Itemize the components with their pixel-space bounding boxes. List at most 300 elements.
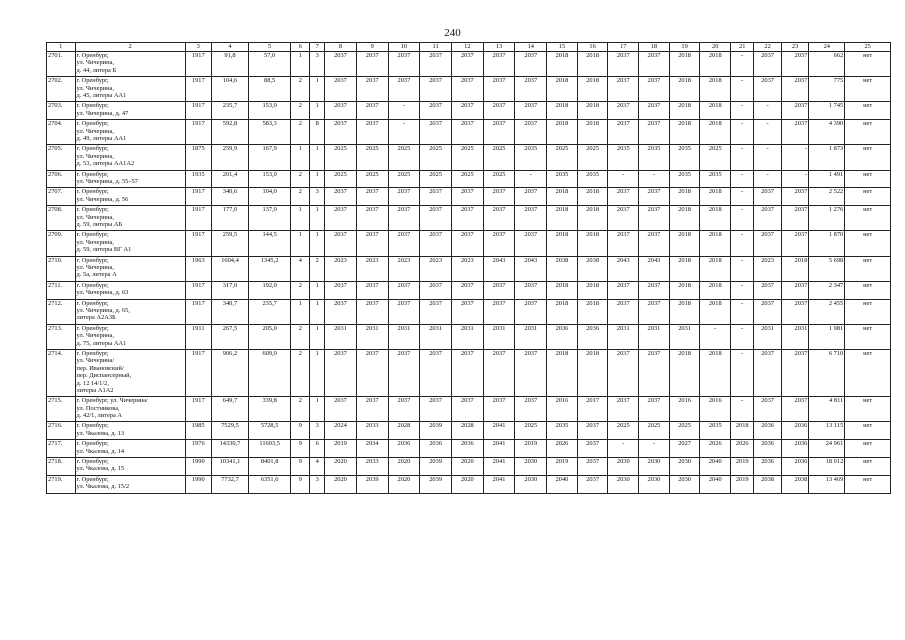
value-cell: 2037 (515, 102, 547, 120)
value-cell: - (731, 170, 754, 188)
value-cell: - (731, 324, 754, 349)
value-cell: 1875 (185, 145, 211, 170)
row-number-cell: 2706. (47, 170, 76, 188)
value-cell: 104,0 (248, 188, 290, 206)
value-cell: 18 012 (809, 458, 845, 476)
value-cell: 2031 (608, 324, 639, 349)
table-row (47, 324, 891, 349)
value-cell: 1990 (185, 475, 211, 493)
value-cell: 2041 (483, 458, 515, 476)
value-cell: 2031 (754, 324, 781, 349)
row-number-cell: 2704. (47, 120, 76, 145)
value-cell: 4 811 (809, 397, 845, 422)
row-number-cell: 2708. (47, 206, 76, 231)
value-cell: - (608, 440, 639, 458)
value-cell: 2018 (669, 231, 700, 256)
value-cell: 2028 (451, 422, 483, 440)
table-row (47, 422, 891, 440)
value-cell: 2037 (420, 299, 452, 324)
value-cell: - (731, 120, 754, 145)
table-row (47, 77, 891, 102)
value-cell: 2037 (420, 52, 452, 77)
value-cell: 592,8 (211, 120, 248, 145)
row-number-cell: 2710. (47, 256, 76, 281)
value-cell: 2037 (515, 397, 547, 422)
value-cell: 2035 (669, 145, 700, 170)
value-cell: 2025 (420, 170, 452, 188)
value-cell: - (754, 170, 781, 188)
value-cell: 2037 (515, 349, 547, 396)
value-cell: 2037 (515, 188, 547, 206)
value-cell: 88,5 (248, 77, 290, 102)
value-cell: 2035 (577, 170, 608, 188)
value-cell: 2031 (356, 324, 388, 349)
column-header-19: 19 (669, 43, 700, 52)
value-cell: 2037 (515, 299, 547, 324)
value-cell: 2037 (420, 188, 452, 206)
value-cell: 2037 (356, 299, 388, 324)
value-cell: 2036 (388, 440, 420, 458)
value-cell: 2018 (547, 206, 578, 231)
value-cell: 2035 (639, 145, 670, 170)
value-cell: 2037 (608, 52, 639, 77)
value-cell: 1 276 (809, 206, 845, 231)
value-cell: 2037 (608, 102, 639, 120)
value-cell: 2037 (639, 77, 670, 102)
value-cell: 2037 (781, 299, 808, 324)
value-cell: 2037 (483, 52, 515, 77)
value-cell: 14330,7 (211, 440, 248, 458)
address-cell: г. Оренбург, ул. Чичерина, д. 75, литеры АА1 (75, 324, 185, 349)
row-number-cell: 2712. (47, 299, 76, 324)
value-cell: 2037 (515, 231, 547, 256)
value-cell: 1 (310, 206, 325, 231)
value-cell: 2037 (639, 299, 670, 324)
value-cell: 2020 (388, 475, 420, 493)
value-cell: 2018 (731, 422, 754, 440)
address-cell: г. Оренбург, ул. Чкалова, д. 15 (75, 458, 185, 476)
row-number-cell: 2717. (47, 440, 76, 458)
value-cell: 2037 (754, 188, 781, 206)
value-cell: 2016 (547, 397, 578, 422)
value-cell: 2037 (781, 231, 808, 256)
value-cell: 1345,2 (248, 256, 290, 281)
value-cell: 13 469 (809, 475, 845, 493)
column-header-11: 11 (420, 43, 452, 52)
value-cell: 91,8 (211, 52, 248, 77)
value-cell: 2037 (483, 102, 515, 120)
value-cell: 2031 (451, 324, 483, 349)
column-header-10: 10 (388, 43, 420, 52)
address-cell: г. Оренбург, ул. Чкалова, д. 14 (75, 440, 185, 458)
value-cell: 2037 (639, 206, 670, 231)
column-header-6: 6 (291, 43, 310, 52)
column-header-21: 21 (731, 43, 754, 52)
column-header-20: 20 (700, 43, 731, 52)
value-cell: 2037 (639, 281, 670, 299)
value-cell: 6 (310, 440, 325, 458)
column-header-23: 23 (781, 43, 808, 52)
column-header-13: 13 (483, 43, 515, 52)
value-cell: 2018 (700, 231, 731, 256)
value-cell: 2018 (700, 349, 731, 396)
column-header-8: 8 (325, 43, 357, 52)
flag-cell: нет (845, 422, 891, 440)
value-cell: 2018 (669, 281, 700, 299)
row-number-cell: 2719. (47, 475, 76, 493)
value-cell: 2030 (608, 458, 639, 476)
value-cell: 2 (291, 170, 310, 188)
column-header-17: 17 (608, 43, 639, 52)
address-cell: г. Оренбург, ул. Чичерина, д. 59, литеры АБ (75, 206, 185, 231)
value-cell: 2037 (420, 231, 452, 256)
value-cell: 2034 (356, 440, 388, 458)
value-cell: 2037 (420, 397, 452, 422)
value-cell: 2025 (451, 145, 483, 170)
value-cell: 2037 (639, 102, 670, 120)
value-cell: 6351,6 (248, 475, 290, 493)
value-cell: 2018 (547, 281, 578, 299)
value-cell: 2037 (639, 188, 670, 206)
value-cell: 2037 (388, 281, 420, 299)
value-cell: 2037 (608, 349, 639, 396)
value-cell: - (781, 145, 808, 170)
value-cell: 1917 (185, 206, 211, 231)
value-cell: 2 (291, 120, 310, 145)
value-cell: 2043 (483, 256, 515, 281)
value-cell: - (731, 206, 754, 231)
value-cell: 1 (310, 145, 325, 170)
value-cell: 1976 (185, 440, 211, 458)
value-cell: 2025 (388, 170, 420, 188)
value-cell: 2037 (325, 397, 357, 422)
value-cell: 24 961 (809, 440, 845, 458)
value-cell: 1 (291, 206, 310, 231)
value-cell: 2037 (356, 206, 388, 231)
value-cell: 2037 (483, 281, 515, 299)
value-cell: 2024 (325, 422, 357, 440)
flag-cell: нет (845, 231, 891, 256)
column-header-5: 5 (248, 43, 290, 52)
value-cell: 2018 (577, 188, 608, 206)
value-cell: 2037 (515, 206, 547, 231)
value-cell: 9 (291, 458, 310, 476)
row-number-cell: 2714. (47, 349, 76, 396)
table-row (47, 206, 891, 231)
value-cell: 2027 (669, 440, 700, 458)
value-cell: 2037 (325, 349, 357, 396)
value-cell: 2018 (577, 120, 608, 145)
column-header-22: 22 (754, 43, 781, 52)
value-cell: 1935 (185, 170, 211, 188)
value-cell: 2018 (700, 188, 731, 206)
value-cell: 2025 (669, 422, 700, 440)
table-row (47, 299, 891, 324)
value-cell: 2018 (669, 256, 700, 281)
column-header-7: 7 (310, 43, 325, 52)
value-cell: 2030 (639, 458, 670, 476)
value-cell: 2037 (781, 102, 808, 120)
value-cell: 2037 (639, 349, 670, 396)
row-number-cell: 2702. (47, 77, 76, 102)
value-cell: 2018 (700, 256, 731, 281)
value-cell: 2037 (451, 231, 483, 256)
value-cell: 2037 (577, 458, 608, 476)
value-cell: 2018 (700, 52, 731, 77)
value-cell: 2031 (325, 324, 357, 349)
value-cell: 2025 (483, 145, 515, 170)
flag-cell: нет (845, 324, 891, 349)
value-cell: 2039 (420, 422, 452, 440)
column-header-25: 25 (845, 43, 891, 52)
address-cell: г. Оренбург, ул. Чичерина, д. 44, литера Б (75, 52, 185, 77)
value-cell: 3 (310, 188, 325, 206)
value-cell: 906,2 (211, 349, 248, 396)
value-cell: 235,7 (248, 299, 290, 324)
value-cell: 4 (291, 256, 310, 281)
value-cell: 2016 (700, 397, 731, 422)
value-cell: 2026 (700, 440, 731, 458)
table-row (47, 102, 891, 120)
value-cell: - (754, 102, 781, 120)
table-row (47, 188, 891, 206)
value-cell: 317,0 (211, 281, 248, 299)
value-cell: 2 (291, 77, 310, 102)
value-cell: 1 (291, 145, 310, 170)
flag-cell: нет (845, 145, 891, 170)
value-cell: 1917 (185, 281, 211, 299)
value-cell: - (388, 102, 420, 120)
row-number-cell: 2707. (47, 188, 76, 206)
value-cell: 2037 (451, 188, 483, 206)
value-cell: 9 (291, 422, 310, 440)
value-cell: 2037 (577, 422, 608, 440)
value-cell: 2 (310, 256, 325, 281)
value-cell: 2037 (356, 281, 388, 299)
value-cell: 2 455 (809, 299, 845, 324)
row-number-cell: 2705. (47, 145, 76, 170)
value-cell: 2043 (608, 256, 639, 281)
value-cell: 339,8 (248, 397, 290, 422)
value-cell: 2018 (577, 349, 608, 396)
table-row (47, 475, 891, 493)
value-cell: 2025 (577, 145, 608, 170)
value-cell: 2025 (608, 422, 639, 440)
value-cell: 11603,5 (248, 440, 290, 458)
value-cell: 153,0 (248, 170, 290, 188)
value-cell: 2037 (325, 52, 357, 77)
value-cell: 2037 (754, 206, 781, 231)
value-cell: 2037 (451, 77, 483, 102)
column-header-14: 14 (515, 43, 547, 52)
value-cell: 1604,4 (211, 256, 248, 281)
value-cell: 2030 (515, 458, 547, 476)
value-cell: 2036 (754, 440, 781, 458)
value-cell: 2018 (547, 120, 578, 145)
table-body (47, 52, 891, 494)
address-cell: г. Оренбург, ул. Чичерина, д. 5а, литера А (75, 256, 185, 281)
address-cell: г. Оренбург, ул. Чичерина, д. 56 (75, 188, 185, 206)
value-cell: 2018 (577, 77, 608, 102)
value-cell: 2037 (325, 206, 357, 231)
value-cell: 2037 (325, 299, 357, 324)
value-cell: 2020 (388, 458, 420, 476)
page-number: 240 (444, 27, 461, 39)
value-cell: 2 (291, 102, 310, 120)
building-register-table (46, 42, 891, 494)
flag-cell: нет (845, 52, 891, 77)
value-cell: 2018 (700, 206, 731, 231)
value-cell: 2037 (388, 52, 420, 77)
value-cell: 177,0 (211, 206, 248, 231)
table-row (47, 281, 891, 299)
row-number-cell: 2713. (47, 324, 76, 349)
value-cell: 13 115 (809, 422, 845, 440)
value-cell: 2037 (754, 281, 781, 299)
value-cell: - (731, 349, 754, 396)
value-cell: 3 (310, 52, 325, 77)
value-cell: 1963 (185, 256, 211, 281)
value-cell: 2030 (669, 475, 700, 493)
column-header-1: 1 (47, 43, 76, 52)
value-cell: 2018 (577, 102, 608, 120)
row-number-cell: 2701. (47, 52, 76, 77)
value-cell: 2023 (451, 256, 483, 281)
value-cell: - (700, 324, 731, 349)
value-cell: 2020 (451, 475, 483, 493)
value-cell: 2033 (356, 458, 388, 476)
value-cell: 2018 (547, 52, 578, 77)
value-cell: 2037 (781, 52, 808, 77)
value-cell: 2038 (754, 475, 781, 493)
value-cell: - (388, 120, 420, 145)
value-cell: 2037 (754, 231, 781, 256)
row-number-cell: 2711. (47, 281, 76, 299)
row-number-cell: 2703. (47, 102, 76, 120)
value-cell: 2037 (754, 349, 781, 396)
value-cell: 2019 (731, 458, 754, 476)
value-cell: 2016 (669, 397, 700, 422)
value-cell: 2018 (547, 188, 578, 206)
value-cell: 2038 (577, 256, 608, 281)
value-cell: 2037 (451, 120, 483, 145)
value-cell: 2039 (356, 475, 388, 493)
value-cell: 2037 (781, 281, 808, 299)
value-cell: - (731, 77, 754, 102)
value-cell: 2018 (547, 231, 578, 256)
value-cell: 2037 (451, 281, 483, 299)
value-cell: 104,6 (211, 77, 248, 102)
value-cell: 1 870 (809, 231, 845, 256)
value-cell: 2037 (388, 299, 420, 324)
value-cell: 2037 (483, 77, 515, 102)
value-cell: - (639, 170, 670, 188)
value-cell: 9 (291, 475, 310, 493)
value-cell: 2018 (577, 231, 608, 256)
flag-cell: нет (845, 299, 891, 324)
flag-cell: нет (845, 77, 891, 102)
value-cell: 2037 (356, 231, 388, 256)
value-cell: 2025 (325, 170, 357, 188)
address-cell: г. Оренбург, ул. Чичерина, д. 45, литеры АА1 (75, 77, 185, 102)
value-cell: 2 347 (809, 281, 845, 299)
value-cell: 2019 (515, 440, 547, 458)
value-cell: 137,0 (248, 206, 290, 231)
value-cell: 2040 (700, 458, 731, 476)
value-cell: - (731, 52, 754, 77)
value-cell: 2037 (781, 188, 808, 206)
value-cell: 2037 (356, 120, 388, 145)
value-cell: 1917 (185, 188, 211, 206)
row-number-cell: 2715. (47, 397, 76, 422)
value-cell: 2037 (608, 397, 639, 422)
value-cell: 2025 (325, 145, 357, 170)
value-cell: 1 (310, 299, 325, 324)
value-cell: 2018 (547, 102, 578, 120)
value-cell: 1917 (185, 397, 211, 422)
flag-cell: нет (845, 397, 891, 422)
value-cell: 2037 (420, 102, 452, 120)
value-cell: 2037 (420, 349, 452, 396)
value-cell: 2037 (515, 52, 547, 77)
value-cell: 2018 (700, 299, 731, 324)
value-cell: 2037 (451, 299, 483, 324)
value-cell: 1 873 (809, 145, 845, 170)
value-cell: 2023 (754, 256, 781, 281)
value-cell: 2037 (420, 206, 452, 231)
value-cell: 5 698 (809, 256, 845, 281)
value-cell: 2025 (515, 422, 547, 440)
value-cell: - (608, 170, 639, 188)
value-cell: 3 (310, 422, 325, 440)
address-cell: г. Оренбург, ул. Чичерина, д. 63 (75, 281, 185, 299)
value-cell: 2018 (577, 206, 608, 231)
value-cell: 2037 (420, 281, 452, 299)
column-header-4: 4 (211, 43, 248, 52)
value-cell: 2037 (356, 77, 388, 102)
value-cell: 2037 (639, 52, 670, 77)
value-cell: 2031 (669, 324, 700, 349)
value-cell: 2037 (483, 120, 515, 145)
value-cell: 1917 (185, 231, 211, 256)
value-cell: 2037 (325, 77, 357, 102)
value-cell: 2018 (669, 77, 700, 102)
value-cell: 2039 (420, 475, 452, 493)
value-cell: 1 (310, 77, 325, 102)
value-cell: 1917 (185, 102, 211, 120)
value-cell: 2037 (608, 299, 639, 324)
table-row (47, 349, 891, 396)
value-cell: 340,6 (211, 188, 248, 206)
table-row (47, 170, 891, 188)
flag-cell: нет (845, 349, 891, 396)
table-row (47, 231, 891, 256)
value-cell: 1 (310, 397, 325, 422)
value-cell: 2028 (388, 422, 420, 440)
value-cell: - (731, 102, 754, 120)
value-cell: 2037 (781, 206, 808, 231)
value-cell: 167,9 (248, 145, 290, 170)
value-cell: 1990 (185, 458, 211, 476)
value-cell: 2037 (356, 188, 388, 206)
value-cell: 2037 (608, 120, 639, 145)
value-cell: - (731, 145, 754, 170)
value-cell: 2037 (451, 102, 483, 120)
value-cell: 2037 (325, 231, 357, 256)
column-header-24: 24 (809, 43, 845, 52)
value-cell: 2025 (420, 145, 452, 170)
value-cell: 2037 (420, 77, 452, 102)
